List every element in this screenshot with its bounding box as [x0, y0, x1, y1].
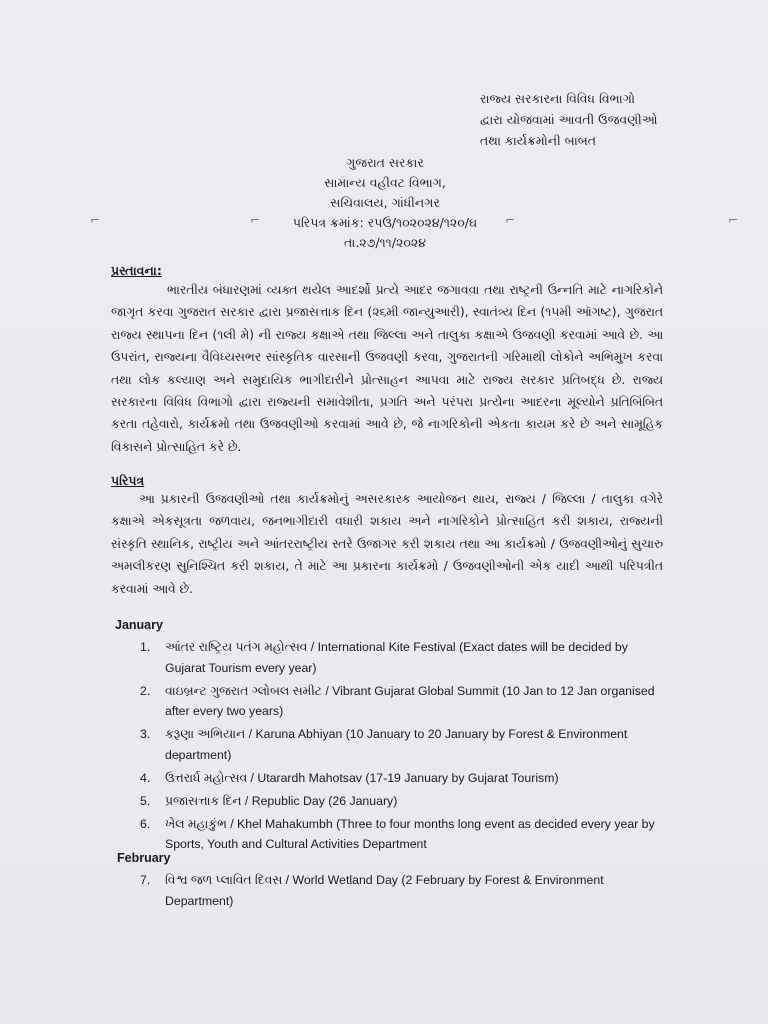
subject-block	[480, 88, 658, 151]
list-item	[140, 681, 668, 722]
header-government: ગુજરાત સરકાર	[346, 155, 424, 170]
item-number: 6.	[140, 816, 151, 831]
item-number: 5.	[140, 793, 151, 808]
item-text: વાઇબ્રન્ટ ગુજરાત ગ્લોબલ સમીટ / Vibrant Gujarat Global Summit (10 Jan to 12 Jan organised after every two years)	[165, 683, 655, 718]
subject-line: દ્વારા યોજવામાં આવતી ઉજવણીઓ	[480, 112, 658, 127]
header-department: સામાન્ય વહીવટ વિભાગ,	[324, 175, 446, 190]
january-events-list	[140, 637, 668, 857]
item-text: ઉત્તરાર્ધ મહોત્સવ / Utarardh Mahotsav (17-19 January by Gujarat Tourism)	[165, 770, 559, 785]
item-text: ખેલ મહાકુંભ / Khel Mahakumbh (Three to four months long event as decided every year by Sports, Youth and Cultural Activities Department	[165, 816, 655, 851]
item-number: 1.	[140, 640, 151, 654]
subject-line: રાજ્ય સરકારના વિવિધ વિભાગો	[480, 91, 635, 106]
circular-title: પરિપત્ર	[111, 473, 145, 488]
item-text: પ્રજાસત્તાક દિન / Republic Day (26 January)	[165, 793, 398, 808]
month-heading-january: January	[115, 618, 163, 632]
item-number: 2.	[140, 683, 151, 698]
item-number: 3.	[140, 727, 151, 741]
circular-paragraph: આ પ્રકારની ઉજવણીઓ તથા કાર્યક્રમોનું અસરકારક આયોજન થાય, રાજ્ય / જિલ્લા / તાલુકા વગેરે કક્ષાએ એકસૂત્રતા જળવાય, જનભાગીદારી વધારી શકાય અને નાગરિકોને પ્રોત્સાહિત કરી શકાય, રાજ્યની સંસ્કૃતિ સ્થાનિક, રાષ્ટ્રીય અને આંતરરાષ્ટ્રીય સ્તરે ઉજાગર કરી શકાય તથા આ કાર્યક્રમો / ઉજવણીઓનું સુચારુ અમલીકરણ સુનિશ્ચિત કરી શકાય, તે માટે આ પ્રકારના કાર્યક્રમો / ઉજવણીઓની એક યાદી આથી પરિપત્રીત કરવામાં આવે છે.	[111, 492, 663, 596]
item-text: કરૂણા અભિયાન / Karuna Abhiyan (10 January to 20 January by Forest & Environment department)	[165, 727, 628, 762]
scan-mark: ⌐	[505, 213, 516, 227]
preamble-paragraph: ભારતીય બંધારણમાં વ્યક્ત થયેલ આદર્શો પ્રત્યે આદર જગાવવા તથા રાષ્ટ્રની ઉન્નતિ માટે નાગરિકોને જાગૃત કરવા ગુજરાત સરકાર દ્વારા પ્રજાસત્તાક દિન (૨૬મી જાન્યુઆરી), સ્વાતંત્ર્ય દિન (૧૫મી ઑગષ્ટ), ગુજરાત રાજ્ય સ્થાપના દિન (૧લી મે) ની રાજ્ય કક્ષાએ તથા જિલ્લા અને તાલુકા કક્ષાએ ઉજવણી કરવામાં આવે છે. આ ઉપરાંત, રાજ્યના વૈવિધ્યસભર સાંસ્કૃતિક વારસાની ઉજવણી કરવા, ગુજરાતની ગરિમાથી લોકોને અભિમુખ કરવા તથા લોક કલ્યાણ અને સમુદાયિક ભાગીદારીને પ્રોત્સાહન આપવા માટે રાજ્ય સરકાર પ્રતિબદ્ધ છે. રાજ્ય સરકારના વિવિધ વિભાગો દ્વારા રાજ્યની સમાવેશીતા, પ્રગતિ અને પરંપરા પ્રત્યેના આદરના મૂલ્યોને પ્રતિબિંબિત કરતા તહેવારો, કાર્યક્રમો તથા ઉજવણીઓ કરવામાં આવે છે, જે નાગરિકોની એકતા કાયમ કરે છે અને સામૂહિક વિકાસને પ્રોત્સાહિત કરે છે.	[111, 283, 663, 454]
scan-mark: ⌐	[728, 213, 739, 227]
header-circular-number: પરિપત્ર ક્રમાંક: રપઉ/૧૦૨૦૨૪/૧૨૦/ઘ	[292, 215, 478, 230]
list-item	[140, 768, 668, 789]
month-heading-february: February	[117, 851, 171, 865]
item-number: 4.	[140, 770, 151, 785]
list-item	[140, 637, 668, 678]
list-item	[140, 724, 668, 765]
list-item	[140, 870, 668, 911]
item-text: વિશ્વ જળ પ્લાવિત દિવસ / World Wetland Day (2 February by Forest & Environment Department)	[165, 873, 604, 908]
list-item	[140, 814, 668, 855]
document-header	[200, 153, 570, 253]
item-number: 7.	[140, 873, 151, 887]
preamble-title: પ્રસ્તાવના:	[111, 263, 162, 278]
scan-mark: ⌐	[250, 213, 261, 227]
scan-mark: ⌐	[90, 213, 101, 227]
list-item	[140, 791, 668, 812]
item-text: આંતર રાષ્ટ્રિય પતંગ મહોત્સવ / International Kite Festival (Exact dates will be decided by Gujarat Tourism every year)	[165, 640, 628, 675]
subject-line: તથા કાર્યક્રમોની બાબત	[480, 133, 597, 148]
header-location: સચિવાલય, ગાંધીનગર	[330, 195, 440, 210]
february-events-list	[140, 870, 668, 914]
header-date: તા.૨૭/૧૧/૨૦૨૪	[344, 235, 426, 250]
